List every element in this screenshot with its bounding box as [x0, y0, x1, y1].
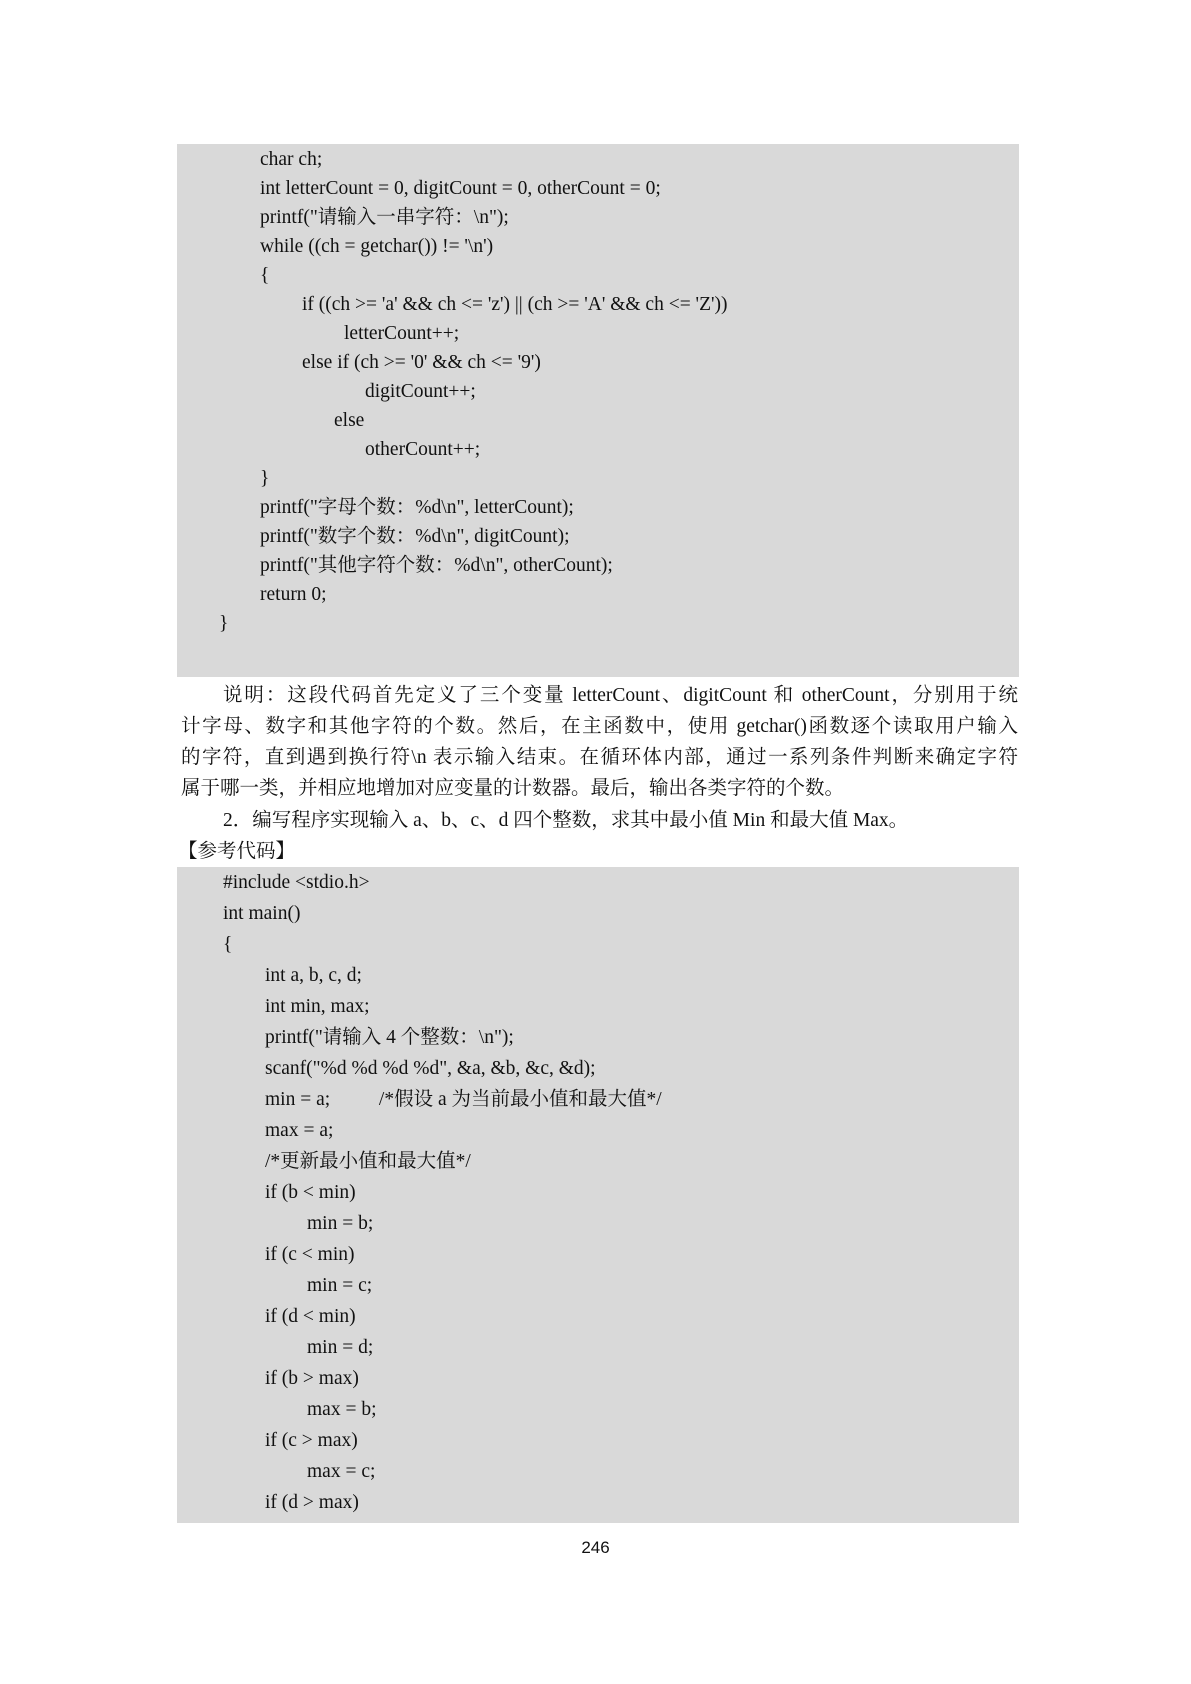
explanation-line: 的字符，直到遇到换行符\n 表示输入结束。在循环体内部，通过一系列条件判断来确定字符 — [181, 747, 1018, 768]
code-line: int letterCount = 0, digitCount = 0, otherCount = 0; — [260, 178, 661, 199]
code-line: while ((ch = getchar()) != '\n') — [260, 236, 494, 257]
code-line: digitCount++; — [365, 381, 476, 402]
code-line: else — [334, 410, 365, 431]
code-line: scanf("%d %d %d %d", &a, &b, &c, &d); — [265, 1058, 596, 1079]
code-line: min = c; — [307, 1275, 373, 1296]
code-line: printf("请输入一串字符：\n"); — [260, 207, 509, 228]
code-line: otherCount++; — [365, 439, 481, 460]
code-line: return 0; — [260, 584, 327, 605]
code-line: if (d < min) — [265, 1306, 356, 1327]
code-line: { — [260, 265, 270, 286]
code-line: else if (ch >= '0' && ch <= '9') — [302, 352, 541, 373]
code-line: max = a; — [265, 1120, 334, 1141]
reference-code-heading: 【参考代码】 — [178, 841, 296, 862]
code-line: max = c; — [307, 1461, 376, 1482]
code-line: min = b; — [307, 1213, 374, 1234]
code-line: int a, b, c, d; — [265, 965, 362, 986]
code-line: min = d; — [307, 1337, 374, 1358]
code-line: } — [219, 613, 229, 634]
code-line: #include <stdio.h> — [223, 872, 370, 893]
code-line: } — [260, 468, 270, 489]
code-line: if (c < min) — [265, 1244, 355, 1265]
code-line: if (d > max) — [265, 1492, 359, 1513]
code-line: if ((ch >= 'a' && ch <= 'z') || (ch >= 'A' && ch <= 'Z')) — [302, 294, 728, 315]
code-line: if (b < min) — [265, 1182, 356, 1203]
code-line: printf("请输入 4 个整数：\n"); — [265, 1027, 514, 1048]
code-line: letterCount++; — [344, 323, 460, 344]
code-line: if (c > max) — [265, 1430, 358, 1451]
explanation-line: 属于哪一类，并相应地增加对应变量的计数器。最后，输出各类字符的个数。 — [181, 778, 845, 799]
code-line: printf("其他字符个数：%d\n", otherCount); — [260, 555, 613, 576]
explanation-line: 计字母、数字和其他字符的个数。然后，在主函数中，使用 getchar()函数逐个读取用户输入 — [181, 716, 1018, 737]
code-line: if (b > max) — [265, 1368, 359, 1389]
code-line: printf("字母个数：%d\n", letterCount); — [260, 497, 574, 518]
code-block-min-max — [177, 867, 1019, 1523]
explanation-line: 说明：这段代码首先定义了三个变量 letterCount、digitCount 和 otherCount，分别用于统 — [223, 685, 1018, 706]
code-line: { — [223, 934, 233, 955]
code-block-char-count — [177, 144, 1019, 677]
task-statement: 2．编写程序实现输入 a、b、c、d 四个整数，求其中最小值 Min 和最大值 Max。 — [223, 810, 909, 831]
code-line: /*更新最小值和最大值*/ — [265, 1151, 471, 1172]
page-number: 246 — [581, 1538, 610, 1557]
code-line: min = a; /*假设 a 为当前最小值和最大值*/ — [265, 1089, 662, 1110]
code-line: char ch; — [260, 149, 323, 170]
code-line: max = b; — [307, 1399, 377, 1420]
code-line: int min, max; — [265, 996, 370, 1017]
code-line: int main() — [223, 903, 301, 924]
code-line: printf("数字个数：%d\n", digitCount); — [260, 526, 570, 547]
